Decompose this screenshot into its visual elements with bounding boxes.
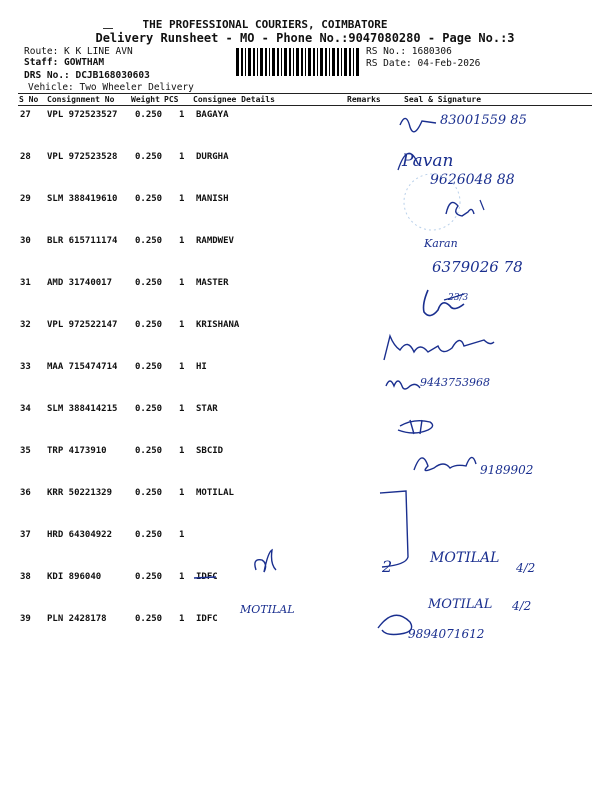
cell-sno: 38 (20, 572, 31, 582)
table-row (0, 404, 600, 446)
col-header-consignee: Consignee Details (193, 95, 275, 104)
cell-sno: 35 (20, 446, 31, 456)
cell-consignment: KRR 50221329 (47, 488, 113, 498)
cell-consignee: BAGAYA (196, 110, 229, 120)
cell-pcs: 1 (179, 614, 185, 624)
route-label: Route: K K LINE AVN (24, 46, 133, 57)
cell-sno: 33 (20, 362, 31, 372)
runsheet-subtitle: Delivery Runsheet - MO - Phone No.:9047080280 - Page No.:3 (95, 31, 515, 45)
col-header-weight: Weight (131, 95, 160, 104)
table-row (0, 320, 600, 362)
cell-sno: 31 (20, 278, 31, 288)
cell-consignment: VPL 972523527 (47, 110, 118, 120)
cell-sno: 39 (20, 614, 31, 624)
cell-consignment: VPL 972522147 (47, 320, 118, 330)
table-row (0, 614, 600, 656)
handwritten-date-31: 23/3 (448, 293, 469, 303)
table-row (0, 194, 600, 236)
handwritten-fraction-37: 4/2 (516, 561, 536, 575)
cell-pcs: 1 (179, 320, 185, 330)
cell-consignee: MOTILAL (196, 488, 234, 498)
cell-consignment: VPL 972523528 (47, 152, 118, 162)
cell-consignment: AMD 31740017 (47, 278, 113, 288)
cell-consignee: SBCID (196, 446, 224, 456)
cell-pcs: 1 (179, 488, 185, 498)
cell-pcs: 1 (179, 236, 185, 246)
table-row (0, 152, 600, 194)
handwritten-motilal-37: MOTILAL (430, 550, 500, 566)
cell-consignee: DURGHA (196, 152, 229, 162)
cell-sno: 37 (20, 530, 31, 540)
cell-consignment: SLM 388419610 (47, 194, 118, 204)
table-row (0, 362, 600, 404)
handwritten-motilal-38: MOTILAL (428, 597, 493, 612)
handwritten-phone-33: 9443753968 (420, 376, 490, 389)
cell-weight: 0.250 (135, 278, 163, 288)
cell-consignee: IDFC (196, 614, 218, 624)
table-row (0, 530, 600, 572)
company-title: THE PROFESSIONAL COURIERS, COIMBATORE (142, 18, 388, 31)
cell-consignment: TRP 4173910 (47, 446, 107, 456)
cell-consignee: MANISH (196, 194, 229, 204)
cell-sno: 32 (20, 320, 31, 330)
cell-sno: 29 (20, 194, 31, 204)
handwritten-fraction-38: 4/2 (512, 599, 532, 613)
cell-pcs: 1 (179, 194, 185, 204)
rs-number: RS No.: 1680306 (366, 46, 452, 57)
cell-consignment: MAA 715474714 (47, 362, 118, 372)
cell-consignee: IDFC (196, 572, 218, 582)
cell-pcs: 1 (179, 446, 185, 456)
cell-weight: 0.250 (135, 194, 163, 204)
cell-consignment: SLM 388414215 (47, 404, 118, 414)
handwritten-count-37: 2 (382, 557, 393, 576)
barcode (236, 48, 360, 76)
cell-consignee: STAR (196, 404, 218, 414)
cell-pcs: 1 (179, 110, 185, 120)
cell-weight: 0.250 (135, 152, 163, 162)
cell-sno: 36 (20, 488, 31, 498)
handwritten-phone-30: 6379026 78 (432, 258, 523, 276)
handwritten-phone-27: 83001559 85 (440, 113, 527, 128)
cell-pcs: 1 (179, 530, 185, 540)
title-dash (103, 28, 113, 29)
cell-weight: 0.250 (135, 614, 163, 624)
cell-consignment: BLR 615711174 (47, 236, 118, 246)
cell-pcs: 1 (179, 152, 185, 162)
cell-weight: 0.250 (135, 446, 163, 456)
table-row (0, 488, 600, 530)
cell-consignment: KDI 896040 (47, 572, 102, 582)
table-row (0, 572, 600, 614)
cell-sno: 27 (20, 110, 31, 120)
col-header-pcs: PCS (164, 95, 179, 104)
cell-consignee: RAMDWEV (196, 236, 234, 246)
cell-consignee: HI (196, 362, 207, 372)
cell-weight: 0.250 (135, 320, 163, 330)
col-header-sno: S No (19, 95, 39, 104)
cell-weight: 0.250 (135, 362, 163, 372)
col-header-seal: Seal & Signature (404, 95, 482, 104)
cell-pcs: 1 (179, 572, 185, 582)
table-row (0, 236, 600, 278)
drs-number: DRS No.: DCJB168030603 (24, 70, 150, 81)
handwritten-phone-39: 9894071612 (408, 627, 485, 641)
table-row (0, 446, 600, 488)
cell-consignee: MASTER (196, 278, 229, 288)
table-row (0, 278, 600, 320)
handwritten-phone-35: 9189902 (480, 463, 534, 477)
rs-date: RS Date: 04-Feb-2026 (366, 58, 481, 69)
col-header-consignment: Consignment No (47, 95, 115, 104)
cell-weight: 0.250 (135, 572, 163, 582)
table-header-rule (18, 105, 592, 106)
cell-pcs: 1 (179, 278, 185, 288)
cell-pcs: 1 (179, 362, 185, 372)
cell-consignee: KRISHANA (196, 320, 240, 330)
handwritten-phone-28: 9626048 88 (430, 172, 515, 188)
cell-pcs: 1 (179, 404, 185, 414)
cell-weight: 0.250 (135, 404, 163, 414)
handwritten-name-28: Pavan (402, 151, 454, 171)
cell-consignment: HRD 64304922 (47, 530, 113, 540)
staff-label: Staff: GOWTHAM (24, 57, 105, 68)
handwritten-motilal-39: MOTILAL (240, 603, 295, 616)
vehicle-label: Vehicle: Two Wheeler Delivery (28, 82, 194, 93)
cell-weight: 0.250 (135, 530, 163, 540)
col-header-remarks: Remarks (347, 95, 381, 104)
cell-weight: 0.250 (135, 236, 163, 246)
cell-sno: 28 (20, 152, 31, 162)
cell-sno: 30 (20, 236, 31, 246)
table-row (0, 110, 600, 152)
cell-weight: 0.250 (135, 488, 163, 498)
table-top-rule (18, 93, 592, 94)
cell-weight: 0.250 (135, 110, 163, 120)
cell-consignment: PLN 2428178 (47, 614, 107, 624)
cell-sno: 34 (20, 404, 31, 414)
handwritten-name-30: Karan (424, 237, 458, 250)
